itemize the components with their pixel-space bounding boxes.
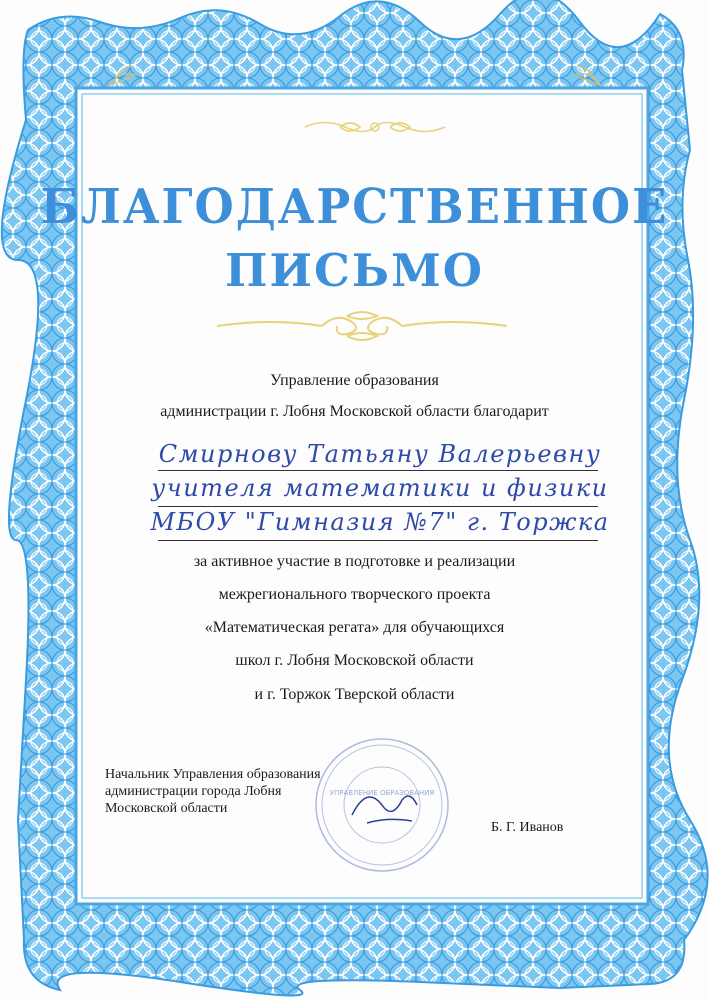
underline-3 [158,540,598,541]
signer-position-line3: Московской области [105,801,228,816]
title-line2: ПИСЬМО [225,244,484,297]
top-ornament [300,116,450,138]
recipient-school: МБОУ "Гимназия №7" г. Торжка [150,508,610,536]
signer-position [105,766,321,817]
title-ornament [212,308,512,344]
official-seal [312,735,452,875]
signer-name: Б. Г. Иванов [491,820,564,835]
recipient-position: учителя математики и физики [151,474,609,502]
issuer-line1: Управление образования [270,372,439,389]
recipient-name: Смирнову Татьяну Валерьевну [158,440,602,468]
reason-line2: межрегионального творческого проекта [218,586,491,603]
underline-1 [158,470,598,471]
issuer-line2: администрации г. Лобня Московской области благодарит [160,403,549,420]
title-line1: БЛАГОДАРСТВЕННОЕ [40,178,669,235]
seal-text: УПРАВЛЕНИЕ ОБРАЗОВАНИЯ [329,789,435,797]
signature-scribble [352,796,417,823]
reason-line5: и г. Торжок Тверской области [254,686,455,703]
signer-position-line2: администрации города Лобня [105,784,282,799]
signer-position-line1: Начальник Управления образования [105,767,321,782]
reason-line3: «Математическая регата» для обучающихся [204,619,505,636]
underline-2 [158,506,598,507]
reason-line1: за активное участие в подготовке и реализации [193,553,516,570]
reason-line4: школ г. Лобня Московской области [235,652,474,669]
